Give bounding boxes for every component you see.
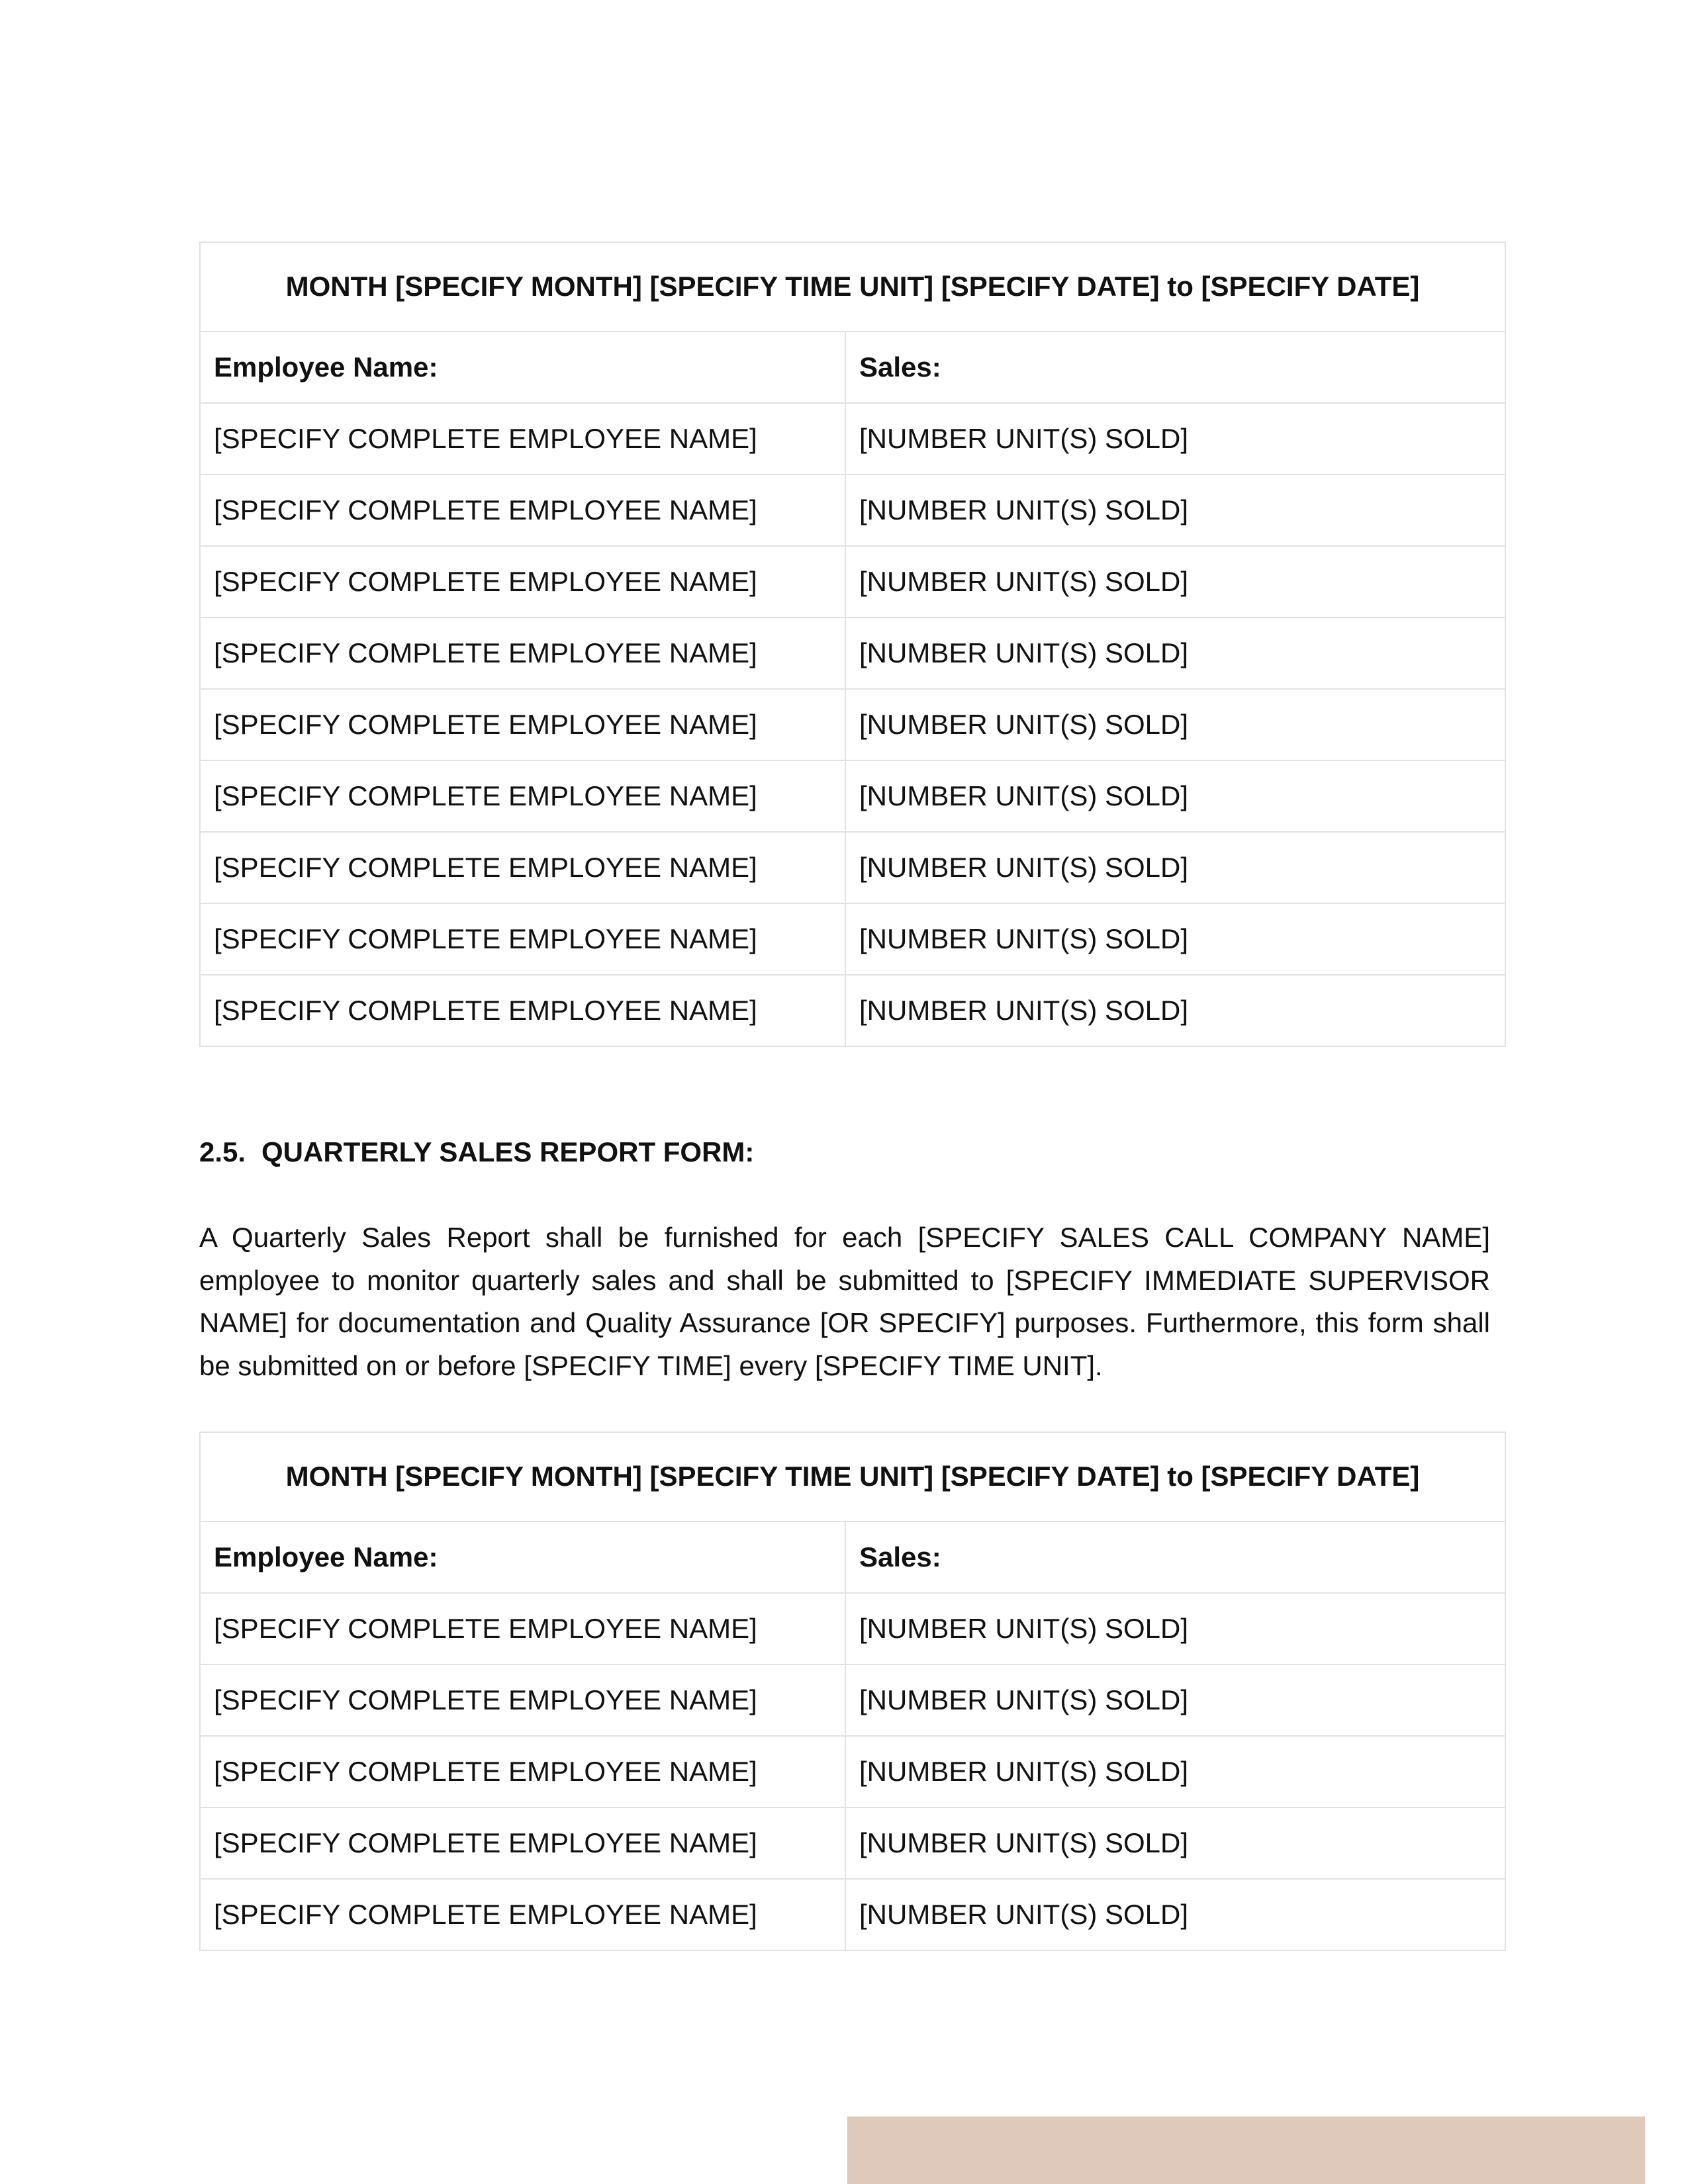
employee-name-cell: [SPECIFY COMPLETE EMPLOYEE NAME] bbox=[200, 975, 845, 1046]
employee-name-cell: [SPECIFY COMPLETE EMPLOYEE NAME] bbox=[200, 1593, 845, 1664]
sales-cell: [NUMBER UNIT(S) SOLD] bbox=[845, 903, 1505, 975]
sales-cell: [NUMBER UNIT(S) SOLD] bbox=[845, 760, 1505, 832]
table-row bbox=[200, 903, 1505, 975]
employee-name-cell: [SPECIFY COMPLETE EMPLOYEE NAME] bbox=[200, 832, 845, 903]
sales-header: Sales: bbox=[845, 332, 1505, 403]
section-paragraph: A Quarterly Sales Report shall be furnished for each [SPECIFY SALES CALL COMPANY NAME] employee to monitor quarterly sales and shall be submitted to [SPECIFY IMMEDIATE SUPERVISOR NAME] for documentation and Quality Assurance [OR SPECIFY] purposes. Furthermore, this form shall be submitted on or before [SPECIFY TIME] every [SPECIFY TIME UNIT]. bbox=[199, 1222, 1490, 1381]
table-title-row bbox=[200, 242, 1505, 332]
sales-cell: [NUMBER UNIT(S) SOLD] bbox=[845, 975, 1505, 1046]
monthly-table-body bbox=[200, 242, 1505, 1046]
sales-header: Sales: bbox=[845, 1522, 1505, 1593]
footer-decorative-band bbox=[847, 2116, 1645, 2184]
table-header-row bbox=[200, 332, 1505, 403]
table-title-row bbox=[200, 1432, 1505, 1522]
table-header-row bbox=[200, 1522, 1505, 1593]
sales-cell: [NUMBER UNIT(S) SOLD] bbox=[845, 1879, 1505, 1950]
sales-cell: [NUMBER UNIT(S) SOLD] bbox=[845, 1593, 1505, 1664]
employee-name-cell: [SPECIFY COMPLETE EMPLOYEE NAME] bbox=[200, 760, 845, 832]
table-title: MONTH [SPECIFY MONTH] [SPECIFY TIME UNIT] [SPECIFY DATE] to [SPECIFY DATE] bbox=[200, 242, 1505, 332]
employee-name-header: Employee Name: bbox=[200, 332, 845, 403]
sales-cell: [NUMBER UNIT(S) SOLD] bbox=[845, 546, 1505, 617]
employee-name-cell: [SPECIFY COMPLETE EMPLOYEE NAME] bbox=[200, 1736, 845, 1807]
employee-name-cell: [SPECIFY COMPLETE EMPLOYEE NAME] bbox=[200, 1664, 845, 1736]
table-row bbox=[200, 617, 1505, 689]
quarterly-sales-table bbox=[199, 1432, 1506, 1951]
table-row bbox=[200, 546, 1505, 617]
employee-name-cell: [SPECIFY COMPLETE EMPLOYEE NAME] bbox=[200, 475, 845, 546]
table-row bbox=[200, 475, 1505, 546]
sales-cell: [NUMBER UNIT(S) SOLD] bbox=[845, 689, 1505, 760]
sales-cell: [NUMBER UNIT(S) SOLD] bbox=[845, 475, 1505, 546]
section-heading bbox=[199, 1135, 754, 1169]
table-row bbox=[200, 1664, 1505, 1736]
sales-cell: [NUMBER UNIT(S) SOLD] bbox=[845, 403, 1505, 475]
table-row bbox=[200, 760, 1505, 832]
sales-cell: [NUMBER UNIT(S) SOLD] bbox=[845, 1807, 1505, 1879]
employee-name-header: Employee Name: bbox=[200, 1522, 845, 1593]
table-row bbox=[200, 403, 1505, 475]
employee-name-cell: [SPECIFY COMPLETE EMPLOYEE NAME] bbox=[200, 617, 845, 689]
monthly-sales-table bbox=[199, 242, 1506, 1047]
sales-cell: [NUMBER UNIT(S) SOLD] bbox=[845, 1664, 1505, 1736]
sales-cell: [NUMBER UNIT(S) SOLD] bbox=[845, 1736, 1505, 1807]
employee-name-cell: [SPECIFY COMPLETE EMPLOYEE NAME] bbox=[200, 1879, 845, 1950]
quarterly-table-body bbox=[200, 1432, 1505, 1950]
employee-name-cell: [SPECIFY COMPLETE EMPLOYEE NAME] bbox=[200, 546, 845, 617]
table-row bbox=[200, 975, 1505, 1046]
table-row bbox=[200, 1593, 1505, 1664]
sales-cell: [NUMBER UNIT(S) SOLD] bbox=[845, 617, 1505, 689]
table-row bbox=[200, 1879, 1505, 1950]
table-row bbox=[200, 832, 1505, 903]
table-row bbox=[200, 1736, 1505, 1807]
employee-name-cell: [SPECIFY COMPLETE EMPLOYEE NAME] bbox=[200, 403, 845, 475]
section-title: QUARTERLY SALES REPORT FORM: bbox=[261, 1136, 755, 1167]
table-row bbox=[200, 1807, 1505, 1879]
section-number: 2.5. bbox=[199, 1136, 246, 1167]
table-row bbox=[200, 689, 1505, 760]
employee-name-cell: [SPECIFY COMPLETE EMPLOYEE NAME] bbox=[200, 903, 845, 975]
employee-name-cell: [SPECIFY COMPLETE EMPLOYEE NAME] bbox=[200, 689, 845, 760]
sales-cell: [NUMBER UNIT(S) SOLD] bbox=[845, 832, 1505, 903]
employee-name-cell: [SPECIFY COMPLETE EMPLOYEE NAME] bbox=[200, 1807, 845, 1879]
table-title: MONTH [SPECIFY MONTH] [SPECIFY TIME UNIT] [SPECIFY DATE] to [SPECIFY DATE] bbox=[200, 1432, 1505, 1522]
